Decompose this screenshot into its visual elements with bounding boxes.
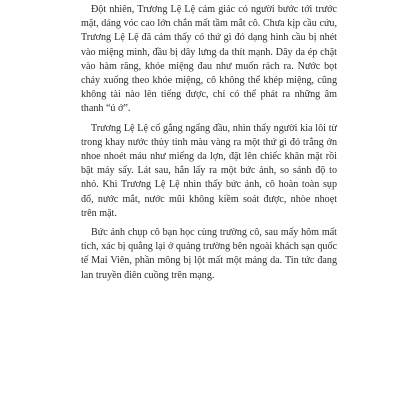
body-text <box>81 3 337 288</box>
paragraph-1: Đột nhiên, Trương Lệ Lệ cảm giác có người bước tới trước mặt, dáng vóc cao lớn chắn mất tầm mắt cô. Chưa kịp cầu cứu, Trương Lệ Lệ đã cảm thấy có thứ gì đó dạng hình cầu bị nhét vào miệng mình, đầu bị dây lưng da thít mạnh. Dây da ép chặt vào hàm răng, khóe miệng đau như muốn rách ra. Nước bọt chảy xuống theo khóe miệng, cô không thể khép miệng, cũng không tài nào lên tiếng được, chỉ có thể phát ra những âm thanh “ú ớ”. <box>81 4 337 115</box>
paragraph-2: Trương Lệ Lệ cố gắng ngẩng đầu, nhìn thấy người kia lôi từ trong khay nước thủy tinh màu vàng ra một thứ gì đó trắng ởn nhoe nhoét máu như miếng da lợn, đặt lên chiếc khăn mặt rồi bật máy sấy. Lát sau, hắn lấy ra một bức ảnh, so sánh độ to nhỏ. Khi Trương Lệ Lệ nhìn thấy bức ảnh, cô hoàn toàn sụp đổ, nước mắt, nước mũi không kiềm soát được, nhòe nhoẹt trên mặt. <box>81 122 337 219</box>
paragraph-3: Bức ảnh chụp cô bạn học cùng trường cô, sau mấy hôm mất tích, xác bị quẳng lại ở quảng trường bên ngoài khách sạn quốc tế Mai Viên, phần mông bị lột mất một mảng da. Tin tức đang lan truyền điên cuồng trên mạng. <box>81 227 337 281</box>
